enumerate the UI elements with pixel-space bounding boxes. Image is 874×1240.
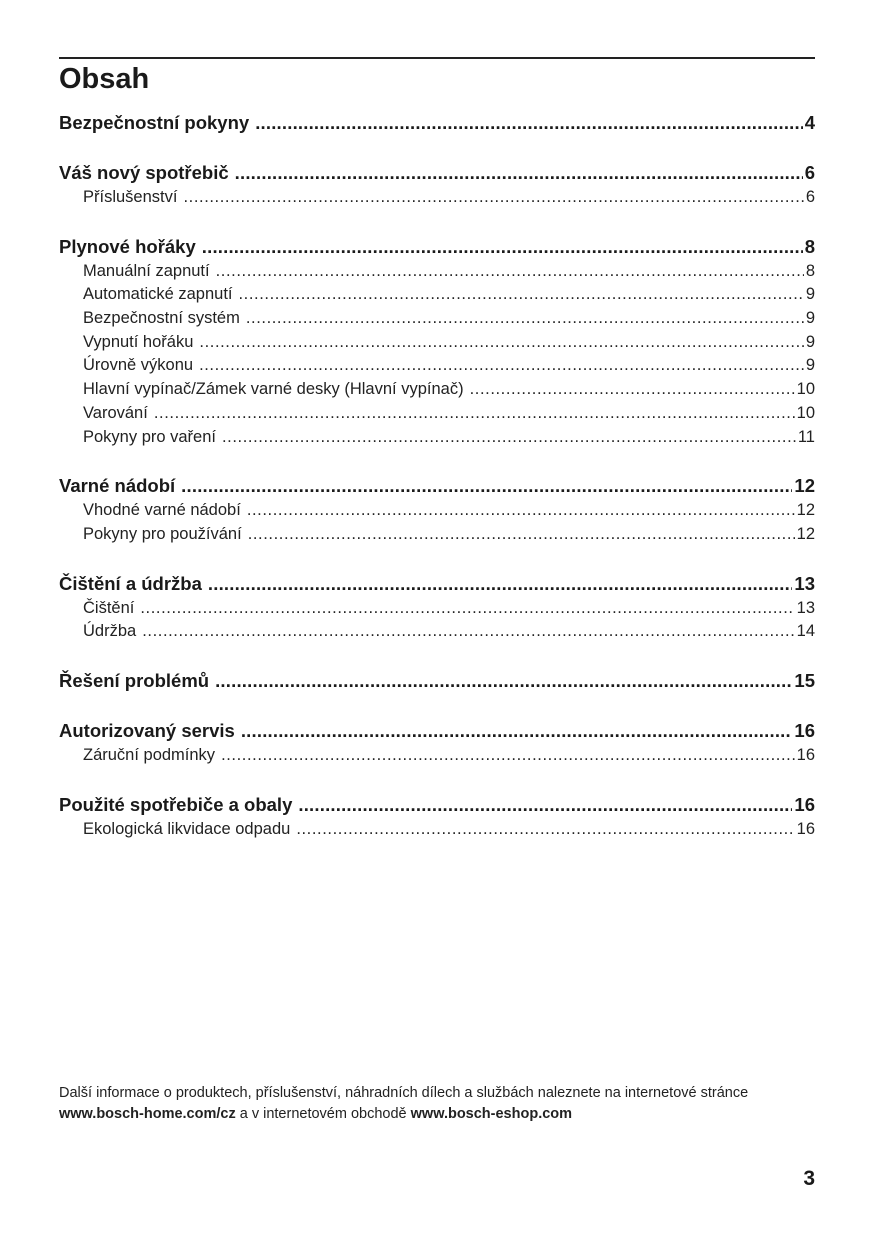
toc-entry-title: Manuální zapnutí — [83, 261, 210, 280]
dot-leader — [215, 668, 792, 694]
table-of-contents — [59, 110, 815, 865]
toc-entry-title: Vypnutí hořáku — [83, 332, 194, 351]
toc-entry-title: Ekologická likvidace odpadu — [83, 819, 291, 838]
toc-entry-title: Pokyny pro vaření — [83, 427, 216, 446]
dot-leader — [154, 402, 795, 426]
toc-entry-title: Vhodné varné nádobí — [83, 501, 241, 520]
toc-page-number: 13 — [796, 598, 815, 617]
footer-text: a v internetovém obchodě — [235, 1106, 411, 1122]
dot-leader — [181, 473, 792, 499]
toc-page-number: 4 — [804, 112, 815, 133]
dot-leader — [248, 523, 795, 547]
toc-subentry[interactable] — [59, 744, 815, 768]
toc-entry-title: Varování — [83, 403, 148, 422]
toc-chapter-entry[interactable] — [59, 110, 815, 136]
toc-page-number: 8 — [805, 261, 815, 280]
toc-page-number: 9 — [805, 309, 815, 328]
toc-page-number: 16 — [796, 819, 815, 838]
toc-entry-title: Řešení problémů — [59, 669, 210, 691]
dot-leader — [241, 718, 793, 744]
footer-note — [59, 1083, 819, 1125]
dot-leader — [140, 597, 794, 621]
toc-page-number: 9 — [805, 356, 815, 375]
toc-subentry[interactable] — [59, 331, 815, 355]
toc-subentry[interactable] — [59, 499, 815, 523]
footer-text: Další informace o produktech, příslušenství, náhradních dílech a službách naleznete na internetové stránce — [59, 1085, 749, 1101]
toc-subentry[interactable] — [59, 186, 815, 210]
toc-section — [59, 718, 815, 768]
toc-section — [59, 792, 815, 842]
toc-page-number: 10 — [796, 403, 815, 422]
toc-subentry[interactable] — [59, 597, 815, 621]
dot-leader — [247, 499, 795, 523]
eshop-link[interactable]: www.bosch-eshop.com — [410, 1106, 573, 1122]
toc-page-number: 10 — [796, 380, 815, 399]
dot-leader — [246, 307, 804, 331]
toc-subentry[interactable] — [59, 523, 815, 547]
dot-leader — [216, 260, 804, 284]
toc-page-number: 12 — [794, 475, 815, 497]
toc-page-number: 15 — [794, 669, 815, 691]
dot-leader — [183, 186, 803, 210]
toc-subentry[interactable] — [59, 307, 815, 331]
toc-subentry[interactable] — [59, 354, 815, 378]
dot-leader — [470, 378, 795, 402]
toc-section — [59, 234, 815, 450]
toc-section — [59, 571, 815, 644]
toc-section — [59, 473, 815, 546]
dot-leader — [221, 744, 795, 768]
toc-entry-title: Automatické zapnutí — [83, 285, 233, 304]
dot-leader — [142, 620, 794, 644]
toc-page-number: 16 — [794, 793, 815, 815]
dot-leader — [208, 571, 793, 597]
toc-page-number: 13 — [794, 572, 815, 594]
toc-page-number: 6 — [805, 188, 815, 206]
dot-leader — [199, 354, 804, 378]
toc-section — [59, 668, 815, 694]
toc-page-number: 9 — [805, 285, 815, 304]
toc-page-number: 9 — [805, 332, 815, 351]
dot-leader — [239, 283, 804, 307]
toc-entry-title: Váš nový spotřebič — [59, 162, 229, 183]
dot-leader — [222, 426, 796, 450]
toc-chapter-entry[interactable] — [59, 792, 815, 818]
toc-subentry[interactable] — [59, 260, 815, 284]
toc-page-number: 11 — [797, 427, 815, 446]
dot-leader — [298, 792, 792, 818]
toc-entry-title: Bezpečnostní pokyny — [59, 112, 250, 133]
toc-chapter-entry[interactable] — [59, 473, 815, 499]
toc-entry-title: Hlavní vypínač/Zámek varné desky (Hlavní vypínač) — [83, 380, 464, 399]
toc-entry-title: Čištění — [83, 598, 135, 617]
toc-entry-title: Úrovně výkonu — [83, 356, 194, 375]
toc-entry-title: Záruční podmínky — [83, 745, 216, 764]
toc-section — [59, 160, 815, 210]
toc-page-number: 16 — [794, 719, 815, 741]
dot-leader — [296, 818, 794, 842]
dot-leader — [235, 160, 803, 186]
toc-subentry[interactable] — [59, 283, 815, 307]
dot-leader — [202, 234, 803, 260]
dot-leader — [199, 331, 803, 355]
toc-entry-title: Pokyny pro používání — [83, 524, 242, 543]
page-number: 3 — [803, 1167, 815, 1190]
toc-page-number: 6 — [804, 162, 815, 183]
toc-entry-title: Autorizovaný servis — [59, 719, 235, 741]
top-rule — [59, 57, 815, 59]
toc-section — [59, 110, 815, 136]
toc-page-number: 16 — [796, 745, 815, 764]
toc-entry-title: Údržba — [83, 622, 137, 641]
website-link[interactable]: www.bosch-home.com/cz — [59, 1106, 236, 1122]
toc-chapter-entry[interactable] — [59, 234, 815, 260]
toc-chapter-entry[interactable] — [59, 668, 815, 694]
dot-leader — [255, 110, 803, 136]
toc-page-number: 12 — [796, 501, 815, 520]
toc-page-number: 12 — [796, 524, 815, 543]
toc-subentry[interactable] — [59, 402, 815, 426]
toc-page-number: 14 — [796, 622, 815, 641]
page-title: Obsah — [59, 63, 150, 95]
toc-entry-title: Bezpečnostní systém — [83, 309, 240, 328]
toc-subentry[interactable] — [59, 818, 815, 842]
toc-entry-title: Použité spotřebiče a obaly — [59, 793, 293, 815]
toc-entry-title: Varné nádobí — [59, 475, 176, 497]
toc-chapter-entry[interactable] — [59, 160, 815, 186]
toc-chapter-entry[interactable] — [59, 718, 815, 744]
toc-subentry[interactable] — [59, 426, 815, 450]
toc-entry-title: Čištění a údržba — [59, 572, 202, 594]
toc-subentry[interactable] — [59, 620, 815, 644]
toc-entry-title: Příslušenství — [83, 188, 178, 206]
toc-chapter-entry[interactable] — [59, 571, 815, 597]
toc-subentry[interactable] — [59, 378, 815, 402]
toc-page-number: 8 — [804, 235, 815, 257]
toc-entry-title: Plynové hořáky — [59, 235, 196, 257]
